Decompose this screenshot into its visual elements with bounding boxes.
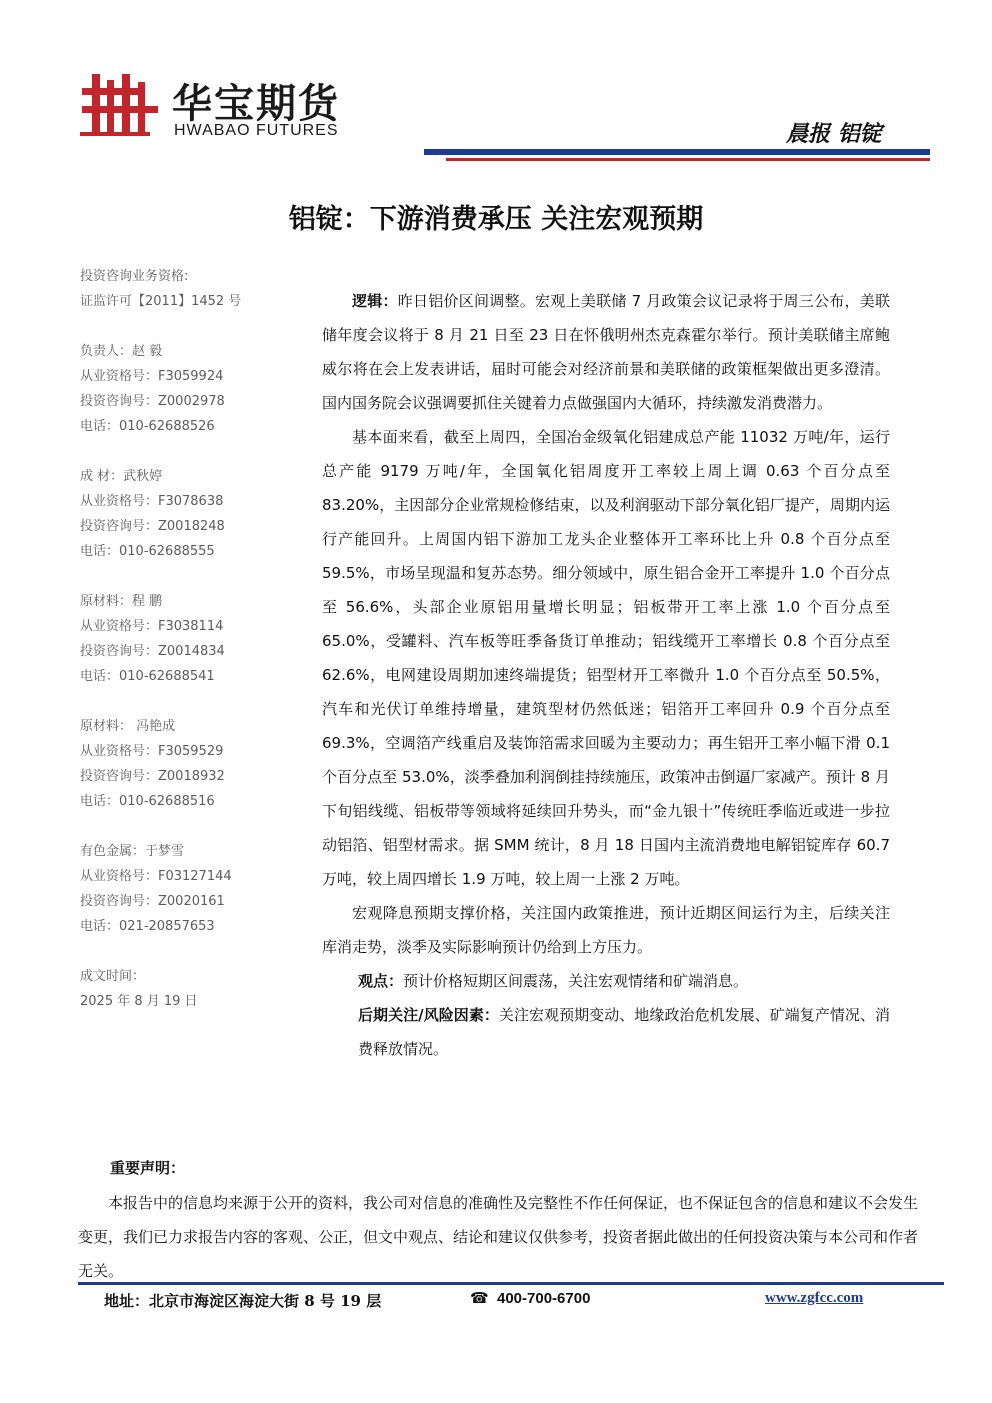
hwabao-logo-icon	[80, 70, 162, 140]
sidebar-line: 成文时间：	[80, 969, 146, 984]
sidebar-line: 从业资格号：F3059529	[80, 744, 224, 759]
logic-text: 昨日铝价区间调整。宏观上美联储 7 月政策会议记录将于周三公布，美联储年度会议将于 8 月 21 日至 23 日在怀俄明州杰克森霍尔举行。预计美联储主席鲍威尔将在会上发表讲话，届时可能会对经济前景和美联储的政策框架做出更多澄清。国内国务院会议强调要抓住关键着力点做强国内大循环，持续激发消费潜力。	[322, 292, 890, 412]
analyst-sidebar	[80, 264, 290, 1014]
sidebar-line: 有色金属：于梦雪	[80, 844, 185, 859]
view-paragraph	[322, 964, 890, 998]
logo-en-text: HWABAO FUTURES	[174, 122, 339, 139]
logic-label: 逻辑：	[352, 292, 398, 310]
disclaimer-text: 本报告中的信息均来源于公开的资料，我公司对信息的准确性及完整性不作任何保证，也不保证包含的信息和建议不会发生变更，我们已力求报告内容的客观、公正，但文中观点、结论和建议仅供参考，投资者据此做出的任何投资决策与本公司和作者无关。	[78, 1194, 919, 1280]
logic-paragraph	[322, 284, 890, 420]
sidebar-line: 原材料：程 鹏	[80, 594, 163, 609]
footer-rule	[78, 1282, 944, 1285]
phone-icon: ☎	[470, 1289, 489, 1307]
sidebar-line: 证监许可【2011】1452 号	[80, 294, 242, 309]
sidebar-line: 从业资格号：F3059924	[80, 369, 224, 384]
risk-text: 关注宏观预期变动、地缘政治危机发展、矿端复产情况、消费释放情况。	[358, 1006, 890, 1058]
risk-label: 后期关注/风险因素：	[358, 1006, 499, 1024]
sidebar-line: 从业资格号：F3038114	[80, 619, 224, 634]
sidebar-line: 电话：021-20857653	[80, 919, 215, 934]
sidebar-line: 投资咨询号：Z0018932	[80, 769, 225, 784]
macro-paragraph: 宏观降息预期支撑价格，关注国内政策推进，预计近期区间运行为主，后续关注库消走势，淡季及实际影响预计仍给到上方压力。	[322, 904, 890, 956]
disclaimer-title: 重要声明：	[110, 1159, 186, 1177]
risk-paragraph	[322, 998, 890, 1066]
footer-website-link[interactable]: www.zgfcc.com	[765, 1290, 864, 1306]
fundamentals-paragraph: 基本面来看，截至上周四，全国冶金级氧化铝建成总产能 11032 万吨/年，运行总产能 9179 万吨/年，全国氧化铝周度开工率较上周上调 0.63 个百分点至 83.20%，主因部分企业常规检修结束，以及利润驱动下部分氧化铝厂提产，周期内运行产能回升。上周国内铝下游加工龙头企业整体开工率环比上升 0.8 个百分点至 59.5%，市场呈现温和复苏态势。细分领域中，原生铝合金开工率提升 1.0 个百分点至 56.6%，头部企业原铝用量增长明显；铝板带开工率上涨 1.0 个百分点至 65.0%，受罐料、汽车板等旺季备货订单推动；铝线缆开工率增长 0.8 个百分点至 62.6%，电网建设周期加速终端提货；铝型材开工率微升 1.0 个百分点至 50.5%，汽车和光伏订单维持增量，建筑型材仍然低迷；铝箔开工率回升 0.9 个百分点至 69.3%，空调箔产线重启及装饰箔需求回暖为主要动力；再生铝开工率小幅下滑 0.1 个百分点至 53.0%，淡季叠加利润倒挂持续施压，政策冲击倒逼厂家减产。预计 8 月下旬铝线缆、铝板带等领域将延续回升势头，而“金九银十”传统旺季临近或进一步拉动铝箔、铝型材需求。据 SMM 统计，8 月 18 日国内主流消费地电解铝锭库存 60.7 万吨，较上周四增长 1.9 万吨，较上周一上涨 2 万吨。	[322, 428, 890, 888]
sidebar-line: 2025 年 8 月 19 日	[80, 994, 198, 1009]
sidebar-line: 原材料： 冯艳成	[80, 719, 176, 734]
sidebar-line: 投资咨询号：Z0002978	[80, 394, 225, 409]
sidebar-line: 投资咨询号：Z0014834	[80, 644, 225, 659]
view-text: 预计价格短期区间震荡，关注宏观情绪和矿端消息。	[403, 972, 749, 990]
sidebar-line: 投资咨询号：Z0020161	[80, 894, 225, 909]
footer-address: 地址：北京市海淀区海淀大街 8 号 19 层	[104, 1292, 382, 1310]
view-label: 观点：	[358, 972, 404, 990]
sidebar-line: 电话：010-62688516	[80, 794, 215, 809]
sidebar-line: 负责人：赵 毅	[80, 344, 163, 359]
sidebar-line: 电话：010-62688541	[80, 669, 215, 684]
sidebar-line: 从业资格号：F03127144	[80, 869, 232, 884]
sidebar-line: 电话：010-62688555	[80, 544, 215, 559]
report-tag: 晨报 铝锭	[786, 121, 882, 147]
footer-phone: 400-700-6700	[497, 1290, 591, 1307]
logo-cn-text: 华宝期货	[172, 81, 340, 127]
sidebar-line: 投资咨询号：Z0018248	[80, 519, 225, 534]
sidebar-line: 投资咨询业务资格:	[80, 269, 189, 284]
header-rule-blue	[424, 149, 930, 155]
sidebar-line: 从业资格号：F3078638	[80, 494, 224, 509]
page-title: 铝锭：下游消费承压 关注宏观预期	[288, 204, 704, 235]
header-rule-red	[446, 158, 930, 161]
sidebar-line: 电话：010-62688526	[80, 419, 215, 434]
report-body	[322, 284, 890, 1066]
sidebar-line: 成 材：武秋婷	[80, 469, 163, 484]
